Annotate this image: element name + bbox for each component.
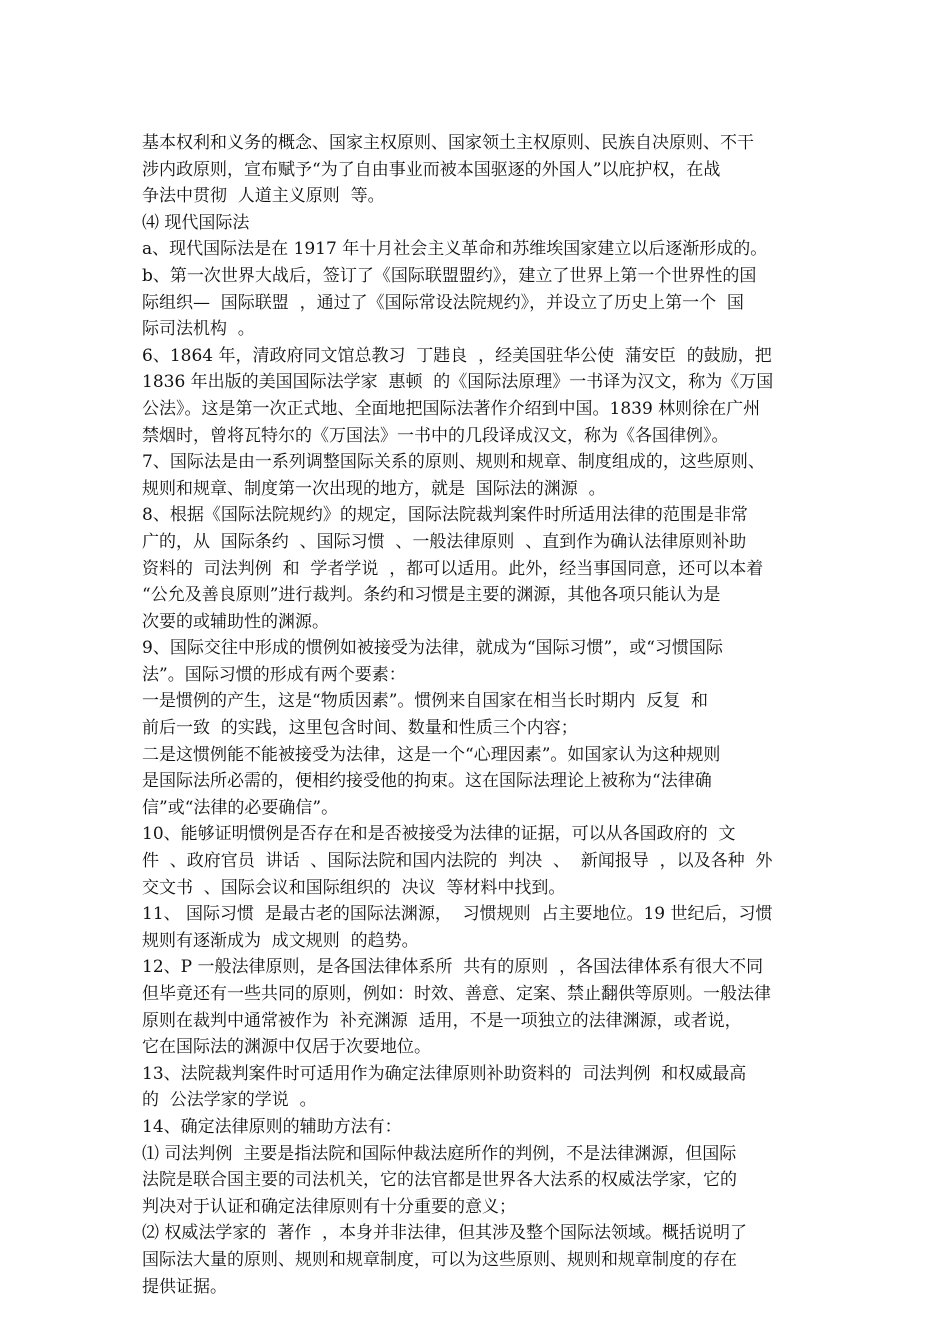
text-line: 一是惯例的产生，这是“物质因素”。惯例来自国家在相当长时期内 反复 和 xyxy=(142,691,708,712)
text-line: 7、国际法是由一系列调整国际关系的原则、规则和规章、制度组成的，这些原则、 xyxy=(142,452,765,473)
text-line: 信”或“法律的必要确信”。 xyxy=(142,797,339,818)
text-line: 13、法院裁判案件时可适用作为确定法律原则补助资料的 司法判例 和权威最高 xyxy=(142,1063,747,1084)
text-line: 公法》。这是第一次正式地、全面地把国际法著作介绍到中国。1839 林则徐在广州 xyxy=(142,398,761,419)
text-line: 次要的或辅助性的渊源。 xyxy=(142,611,329,632)
text-line: 涉内政原则，宣布赋予“为了自由事业而被本国驱逐的外国人”以庇护权，在战 xyxy=(142,159,721,180)
text-line: 的 公法学家的学说 。 xyxy=(142,1090,317,1111)
text-line: 基本权利和义务的概念、国家主权原则、国家领土主权原则、民族自决原则、不干 xyxy=(142,133,754,153)
text-line: 8、根据《国际法院规约》的规定，国际法院裁判案件时所适用法律的范围是非常 xyxy=(142,505,748,526)
text-line: 原则在裁判中通常被作为 补充渊源 适用，不是一项独立的法律渊源，或者说， xyxy=(142,1010,742,1031)
text-line: 法”。国际习惯的形成有两个要素： xyxy=(142,664,406,685)
text-line: 二是这惯例能不能被接受为法律，这是一个“心理因素”。如国家认为这种规则 xyxy=(142,744,721,765)
text-line: 广的，从 国际条约 、国际习惯 、一般法律原则 、直到作为确认法律原则补助 xyxy=(142,531,747,552)
text-line: 14、确定法律原则的辅助方法有： xyxy=(142,1116,402,1137)
text-line: 争法中贯彻 人道主义原则 等。 xyxy=(142,186,385,207)
text-line: 资料的 司法判例 和 学者学说 ，都可以适用。此外，经当事国同意，还可以本着 xyxy=(142,558,764,579)
text-line: 12、P 一般法律原则，是各国法律体系所 共有的原则 ，各国法律体系有很大不同 xyxy=(142,957,764,978)
text-line: 9、国际交往中形成的惯例如被接受为法律，就成为“国际习惯”，或“习惯国际 xyxy=(142,638,723,659)
text-line: 它在国际法的渊源中仅居于次要地位。 xyxy=(142,1037,431,1058)
text-line: 是国际法所必需的，便相约接受他的拘束。这在国际法理论上被称为“法律确 xyxy=(142,771,712,792)
text-line: 判决对于认证和确定法律原则有十分重要的意义； xyxy=(142,1196,516,1217)
text-line: ⑷ 现代国际法 xyxy=(142,212,250,233)
text-line: 提供证据。 xyxy=(142,1276,227,1297)
text-line: 6、1864 年，清政府同文馆总教习 丁韪良 ，经美国驻华公使 蒲安臣 的鼓励，把 xyxy=(142,345,772,366)
document-body xyxy=(142,130,814,1300)
text-line: 规则有逐渐成为 成文规则 的趋势。 xyxy=(142,930,419,951)
text-line: ⑴ 司法判例 主要是指法院和国际仲裁法庭所作的判例，不是法律渊源，但国际 xyxy=(142,1143,737,1164)
text-line: 法院是联合国主要的司法机关，它的法官都是世界各大法系的权威法学家，它的 xyxy=(142,1170,737,1191)
text-line: 1836 年出版的美国国际法学家 惠顿 的《国际法原理》一书译为汉文，称为《万国 xyxy=(142,372,774,393)
text-line: “公允及善良原则”进行裁判。条约和习惯是主要的渊源，其他各项只能认为是 xyxy=(142,585,721,606)
text-line: 件 、政府官员 讲话 、国际法院和国内法院的 判决 、 新闻报导 ，以及各种 外 xyxy=(142,851,773,872)
text-line: 前后一致 的实践，这里包含时间、数量和性质三个内容； xyxy=(142,718,578,739)
text-line: 但毕竟还有一些共同的原则，例如：时效、善意、定案、禁止翻供等原则。一般法律 xyxy=(142,984,771,1004)
text-line: ⑵ 权威法学家的 著作 ，本身并非法律，但其涉及整个国际法领域。概括说明了 xyxy=(142,1223,748,1244)
text-line: 10、能够证明惯例是否存在和是否被接受为法律的证据，可以从各国政府的 文 xyxy=(142,824,736,845)
text-line: 禁烟时，曾将瓦特尔的《万国法》一书中的几段译成汉文，称为《各国律例》。 xyxy=(142,425,729,446)
text-line: b、第一次世界大战后，签订了《国际联盟盟约》，建立了世界上第一个世界性的国 xyxy=(142,265,757,286)
text-line: 规则和规章、制度第一次出现的地方，就是 国际法的渊源 。 xyxy=(142,478,606,499)
text-line: 际司法机构 。 xyxy=(142,319,255,340)
text-line: 际组织— 国际联盟 ，通过了《国际常设法院规约》，并设立了历史上第一个 国 xyxy=(142,292,744,313)
text-line: 国际法大量的原则、规则和规章制度，可以为这些原则、规则和规章制度的存在 xyxy=(142,1249,737,1270)
text-line: a、现代国际法是在 1917 年十月社会主义革命和苏维埃国家建立以后逐渐形成的。 xyxy=(142,239,768,260)
text-line: 11、 国际习惯 是最古老的国际法渊源， 习惯规则 占主要地位。19 世纪后，习惯 xyxy=(142,904,773,925)
text-line: 交文书 、国际会议和国际组织的 决议 等材料中找到。 xyxy=(142,877,566,898)
